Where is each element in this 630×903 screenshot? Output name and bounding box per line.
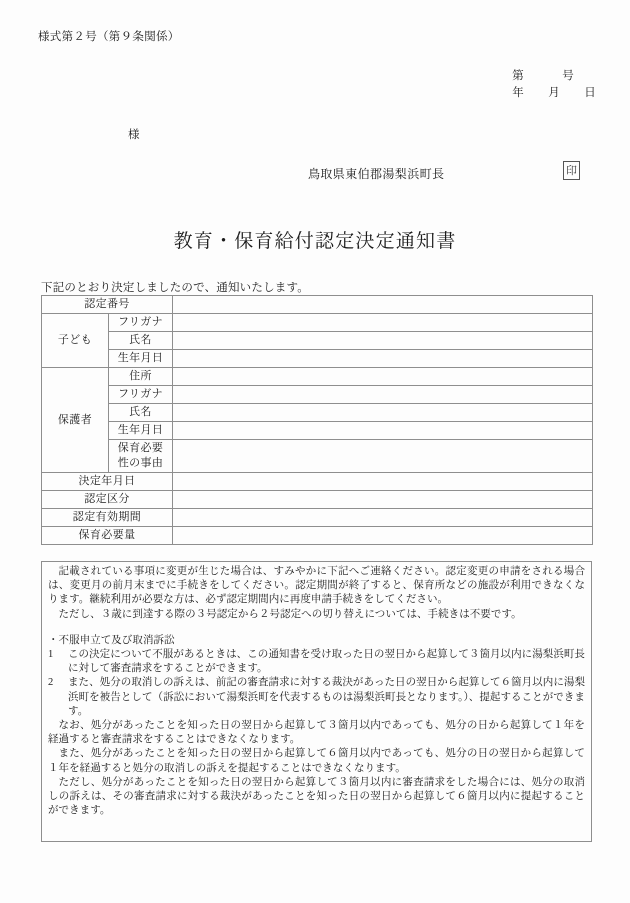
label-nintei-yuukou-kikan: 認定有効期間 — [42, 509, 173, 527]
legal-item-2-number: 2 — [48, 677, 54, 689]
value-kodomo-shimei[interactable] — [173, 332, 593, 350]
value-hogosha-juusho[interactable] — [173, 368, 593, 386]
legal-item-2 — [48, 676, 585, 719]
date-day-label: 日 — [584, 87, 596, 99]
label-kodomo-furigana: フリガナ — [109, 314, 173, 332]
table-row — [42, 422, 593, 440]
label-kettei-nengappi: 決定年月日 — [42, 473, 173, 491]
value-hogosha-shimei[interactable] — [173, 404, 593, 422]
issuer-name: 鳥取県東伯郡湯梨浜町長 — [308, 167, 445, 181]
label-hogosha-juusho: 住所 — [109, 368, 173, 386]
document-number-row — [512, 68, 596, 85]
value-nintei-yuukou-kikan[interactable] — [173, 509, 593, 527]
legal-item-1-text: この決定について不服があるときは、この通知書を受け取った日の翌日から起算して３箇月以内に湯梨浜町長に対して審査請求をすることができます。 — [68, 649, 585, 675]
notice-paragraph-1: 記載されている事項に変更が生じた場合は、すみやかに下記へご連絡ください。認定変更の申請をされる場合は、変更月の前月末までに手続きをしてください。認定期間が終了すると、保育所などの施設が利用できなくなります。継続利用が必要な方は、必ず認定期間内に再度申請手続きをしてください。 — [48, 566, 585, 606]
table-row — [42, 296, 593, 314]
date-year-label: 年 — [512, 87, 524, 99]
legal-section-heading: ・不服申立て及び取消訴訟 — [48, 634, 175, 646]
label-hogosha-furigana: フリガナ — [109, 386, 173, 404]
table-row — [42, 386, 593, 404]
addressee-honorific: 様 — [128, 129, 140, 141]
value-hogosha-furigana[interactable] — [173, 386, 593, 404]
table-row — [42, 440, 593, 473]
seal-box-icon: 印 — [563, 161, 580, 180]
value-hogosha-seinengappi[interactable] — [173, 422, 593, 440]
form-number: 様式第２号（第９条関係） — [38, 31, 180, 43]
table-row — [42, 350, 593, 368]
label-nintei-kubun: 認定区分 — [42, 491, 173, 509]
value-hoiku-hitsuyouryou[interactable] — [173, 527, 593, 545]
table-row — [42, 314, 593, 332]
table-row — [42, 368, 593, 386]
legal-sub-paragraph-3: ただし、処分があったことを知った日の翌日から起算して３箇月以内に審査請求をした場合には、処分の取消しの訴えは、その審査請求に対する裁決があったことを知った日の翌日から起算して６箇月以内に提起することができます。 — [48, 776, 585, 817]
document-title: 教育・保育給付認定決定通知書 — [173, 231, 457, 252]
certification-table — [41, 295, 593, 545]
document-number-unit: 号 — [562, 70, 574, 82]
label-hoiku-hitsuyouryou: 保育必要量 — [42, 527, 173, 545]
legal-item-1-number: 1 — [48, 649, 54, 661]
label-kodomo: 子ども — [42, 314, 109, 368]
notes-and-legal-box — [41, 561, 592, 842]
table-row — [42, 491, 593, 509]
date-month-label: 月 — [548, 87, 560, 99]
label-hogosha-seinengappi: 生年月日 — [109, 422, 173, 440]
notice-paragraph-2: ただし、３歳に到達する際の３号認定から２号認定への切り替えについては、手続きは不要です。 — [58, 608, 522, 620]
value-kettei-nengappi[interactable] — [173, 473, 593, 491]
table-row — [42, 473, 593, 491]
label-hogosha-shimei: 氏名 — [109, 404, 173, 422]
legal-sub-paragraph-1: なお、処分があったことを知った日の翌日から起算して３箇月以内であっても、処分の日から起算して１年を経過すると審査請求をすることはできなくなります。 — [48, 720, 585, 746]
table-row — [42, 332, 593, 350]
label-ninteibangou: 認定番号 — [42, 296, 173, 314]
intro-text: 下記のとおり決定しましたので、通知いたします。 — [41, 282, 309, 294]
value-ninteibangou[interactable] — [173, 296, 593, 314]
label-hoiku-hitsuyousei: 保育必要性の事由 — [109, 440, 173, 473]
label-kodomo-shimei: 氏名 — [109, 332, 173, 350]
value-kodomo-seinengappi[interactable] — [173, 350, 593, 368]
document-number-label: 第 — [512, 70, 524, 82]
value-hoiku-hitsuyousei[interactable] — [173, 440, 593, 473]
value-kodomo-furigana[interactable] — [173, 314, 593, 332]
value-nintei-kubun[interactable] — [173, 491, 593, 509]
legal-sub-paragraph-2: また、処分があったことを知った日の翌日から起算して６箇月以内であっても、処分の日の翌日から起算して１年を経過すると処分の取消しの訴えを提起することはできなくなります。 — [48, 748, 585, 774]
label-hogosha: 保護者 — [42, 368, 109, 473]
legal-item-1 — [48, 648, 585, 676]
label-kodomo-seinengappi: 生年月日 — [109, 350, 173, 368]
table-row — [42, 509, 593, 527]
legal-item-2-text: また、処分の取消しの訴えは、前記の審査請求に対する裁決があった日の翌日から起算して６箇月以内に湯梨浜町を被告として（訴訟において湯梨浜町を代表するものは湯梨浜町長となります。）、提起することができます。 — [68, 677, 585, 717]
table-row — [42, 404, 593, 422]
table-row — [42, 527, 593, 545]
document-date-row — [512, 85, 596, 102]
document-number-date-block — [512, 68, 596, 102]
